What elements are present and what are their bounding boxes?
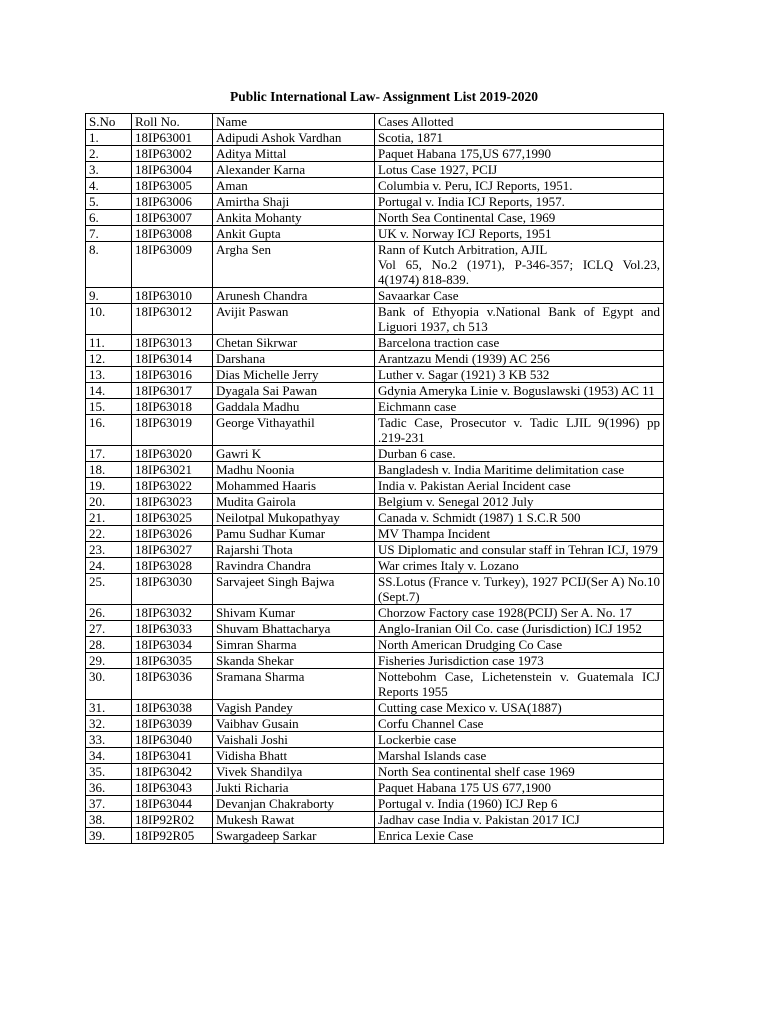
table-row <box>86 605 664 621</box>
table-row <box>86 621 664 637</box>
roll-number-cell: 18IP92R02 <box>132 812 213 828</box>
student-name-cell: Jukti Richaria <box>213 780 375 796</box>
table-row <box>86 226 664 242</box>
student-name-cell: Ankit Gupta <box>213 226 375 242</box>
serial-number-cell: 17. <box>86 446 132 462</box>
table-row <box>86 210 664 226</box>
student-name-cell: Vaishali Joshi <box>213 732 375 748</box>
case-allotted-cell: North Sea Continental Case, 1969 <box>375 210 664 226</box>
serial-number-cell: 19. <box>86 478 132 494</box>
table-row <box>86 383 664 399</box>
student-name-cell: Gaddala Madhu <box>213 399 375 415</box>
student-name-cell: Vaibhav Gusain <box>213 716 375 732</box>
case-allotted-cell: North Sea continental shelf case 1969 <box>375 764 664 780</box>
roll-number-cell: 18IP63026 <box>132 526 213 542</box>
case-allotted-cell: Lotus Case 1927, PCIJ <box>375 162 664 178</box>
serial-number-cell: 28. <box>86 637 132 653</box>
table-row <box>86 399 664 415</box>
roll-number-cell: 18IP63036 <box>132 669 213 700</box>
case-allotted-cell: Canada v. Schmidt (1987) 1 S.C.R 500 <box>375 510 664 526</box>
case-allotted-cell: Tadic Case, Prosecutor v. Tadic LJIL 9(1996) pp .219-231 <box>375 415 664 446</box>
case-allotted-cell: Anglo-Iranian Oil Co. case (Jurisdiction) ICJ 1952 <box>375 621 664 637</box>
case-allotted-cell: Nottebohm Case, Lichetenstein v. Guatemala ICJ Reports 1955 <box>375 669 664 700</box>
student-name-cell: Sramana Sharma <box>213 669 375 700</box>
roll-number-cell: 18IP63012 <box>132 304 213 335</box>
roll-number-cell: 18IP63027 <box>132 542 213 558</box>
roll-number-cell: 18IP63033 <box>132 621 213 637</box>
student-name-cell: Rajarshi Thota <box>213 542 375 558</box>
table-row <box>86 574 664 605</box>
student-name-cell: Neilotpal Mukopathyay <box>213 510 375 526</box>
case-allotted-cell: War crimes Italy v. Lozano <box>375 558 664 574</box>
case-allotted-cell: Portugal v. India ICJ Reports, 1957. <box>375 194 664 210</box>
serial-number-cell: 12. <box>86 351 132 367</box>
student-name-cell: Vivek Shandilya <box>213 764 375 780</box>
student-name-cell: Adipudi Ashok Vardhan <box>213 130 375 146</box>
case-allotted-cell: Jadhav case India v. Pakistan 2017 ICJ <box>375 812 664 828</box>
serial-number-cell: 26. <box>86 605 132 621</box>
student-name-cell: Skanda Shekar <box>213 653 375 669</box>
header-cases-allotted: Cases Allotted <box>375 114 664 130</box>
roll-number-cell: 18IP63009 <box>132 242 213 288</box>
student-name-cell: Amirtha Shaji <box>213 194 375 210</box>
serial-number-cell: 33. <box>86 732 132 748</box>
roll-number-cell: 18IP63004 <box>132 162 213 178</box>
roll-number-cell: 18IP63023 <box>132 494 213 510</box>
serial-number-cell: 8. <box>86 242 132 288</box>
student-name-cell: Dyagala Sai Pawan <box>213 383 375 399</box>
roll-number-cell: 18IP63039 <box>132 716 213 732</box>
student-name-cell: Shuvam Bhattacharya <box>213 621 375 637</box>
table-row <box>86 242 664 288</box>
serial-number-cell: 18. <box>86 462 132 478</box>
table-row <box>86 732 664 748</box>
serial-number-cell: 24. <box>86 558 132 574</box>
roll-number-cell: 18IP63032 <box>132 605 213 621</box>
serial-number-cell: 37. <box>86 796 132 812</box>
case-allotted-cell: SS.Lotus (France v. Turkey), 1927 PCIJ(Ser A) No.10 (Sept.7) <box>375 574 664 605</box>
table-row <box>86 478 664 494</box>
case-allotted-cell: US Diplomatic and consular staff in Tehran ICJ, 1979 <box>375 542 664 558</box>
serial-number-cell: 32. <box>86 716 132 732</box>
serial-number-cell: 22. <box>86 526 132 542</box>
roll-number-cell: 18IP63028 <box>132 558 213 574</box>
table-row <box>86 748 664 764</box>
table-row <box>86 446 664 462</box>
roll-number-cell: 18IP63034 <box>132 637 213 653</box>
serial-number-cell: 14. <box>86 383 132 399</box>
roll-number-cell: 18IP92R05 <box>132 828 213 844</box>
roll-number-cell: 18IP63041 <box>132 748 213 764</box>
header-serial-number: S.No <box>86 114 132 130</box>
case-allotted-cell: Corfu Channel Case <box>375 716 664 732</box>
student-name-cell: Gawri K <box>213 446 375 462</box>
serial-number-cell: 10. <box>86 304 132 335</box>
document-title: Public International Law- Assignment List 2019-2020 <box>230 89 538 104</box>
serial-number-cell: 7. <box>86 226 132 242</box>
roll-number-cell: 18IP63030 <box>132 574 213 605</box>
roll-number-cell: 18IP63020 <box>132 446 213 462</box>
table-row <box>86 415 664 446</box>
table-row <box>86 669 664 700</box>
table-row <box>86 288 664 304</box>
case-allotted-cell: Durban 6 case. <box>375 446 664 462</box>
serial-number-cell: 30. <box>86 669 132 700</box>
serial-number-cell: 39. <box>86 828 132 844</box>
serial-number-cell: 2. <box>86 146 132 162</box>
case-allotted-cell: Paquet Habana 175,US 677,1990 <box>375 146 664 162</box>
serial-number-cell: 23. <box>86 542 132 558</box>
table-row <box>86 558 664 574</box>
roll-number-cell: 18IP63008 <box>132 226 213 242</box>
table-row <box>86 462 664 478</box>
serial-number-cell: 35. <box>86 764 132 780</box>
case-allotted-cell: Lockerbie case <box>375 732 664 748</box>
table-row <box>86 700 664 716</box>
student-name-cell: Madhu Noonia <box>213 462 375 478</box>
table-row <box>86 146 664 162</box>
serial-number-cell: 15. <box>86 399 132 415</box>
student-name-cell: Sarvajeet Singh Bajwa <box>213 574 375 605</box>
roll-number-cell: 18IP63044 <box>132 796 213 812</box>
student-name-cell: Ravindra Chandra <box>213 558 375 574</box>
student-name-cell: George Vithayathil <box>213 415 375 446</box>
case-allotted-cell: Gdynia Ameryka Linie v. Boguslawski (1953) AC 11 <box>375 383 664 399</box>
student-name-cell: Dias Michelle Jerry <box>213 367 375 383</box>
roll-number-cell: 18IP63043 <box>132 780 213 796</box>
serial-number-cell: 27. <box>86 621 132 637</box>
case-allotted-cell: Barcelona traction case <box>375 335 664 351</box>
table-row <box>86 130 664 146</box>
serial-number-cell: 34. <box>86 748 132 764</box>
serial-number-cell: 11. <box>86 335 132 351</box>
roll-number-cell: 18IP63018 <box>132 399 213 415</box>
roll-number-cell: 18IP63035 <box>132 653 213 669</box>
roll-number-cell: 18IP63001 <box>132 130 213 146</box>
table-header-row <box>86 114 664 130</box>
roll-number-cell: 18IP63022 <box>132 478 213 494</box>
table-row <box>86 796 664 812</box>
student-name-cell: Avijit Paswan <box>213 304 375 335</box>
table-body <box>86 130 664 844</box>
serial-number-cell: 20. <box>86 494 132 510</box>
student-name-cell: Darshana <box>213 351 375 367</box>
case-allotted-cell: Eichmann case <box>375 399 664 415</box>
table-row <box>86 780 664 796</box>
roll-number-cell: 18IP63006 <box>132 194 213 210</box>
case-allotted-cell: Columbia v. Peru, ICJ Reports, 1951. <box>375 178 664 194</box>
roll-number-cell: 18IP63021 <box>132 462 213 478</box>
table-row <box>86 764 664 780</box>
case-allotted-cell: Rann of Kutch Arbitration, AJIL Vol 65, No.2 (1971), P-346-357; ICLQ Vol.23, 4(1974) 818-839. <box>375 242 664 288</box>
roll-number-cell: 18IP63007 <box>132 210 213 226</box>
case-allotted-cell: North American Drudging Co Case <box>375 637 664 653</box>
case-allotted-cell: UK v. Norway ICJ Reports, 1951 <box>375 226 664 242</box>
table-row <box>86 653 664 669</box>
table-row <box>86 542 664 558</box>
student-name-cell: Vagish Pandey <box>213 700 375 716</box>
case-allotted-cell: Luther v. Sagar (1921) 3 KB 532 <box>375 367 664 383</box>
student-name-cell: Mukesh Rawat <box>213 812 375 828</box>
serial-number-cell: 25. <box>86 574 132 605</box>
roll-number-cell: 18IP63038 <box>132 700 213 716</box>
student-name-cell: Ankita Mohanty <box>213 210 375 226</box>
serial-number-cell: 4. <box>86 178 132 194</box>
serial-number-cell: 6. <box>86 210 132 226</box>
case-allotted-cell: Scotia, 1871 <box>375 130 664 146</box>
roll-number-cell: 18IP63019 <box>132 415 213 446</box>
table-row <box>86 178 664 194</box>
roll-number-cell: 18IP63010 <box>132 288 213 304</box>
table-row <box>86 812 664 828</box>
case-allotted-cell: Portugal v. India (1960) ICJ Rep 6 <box>375 796 664 812</box>
serial-number-cell: 3. <box>86 162 132 178</box>
student-name-cell: Arunesh Chandra <box>213 288 375 304</box>
case-allotted-cell: Chorzow Factory case 1928(PCIJ) Ser A. No. 17 <box>375 605 664 621</box>
serial-number-cell: 9. <box>86 288 132 304</box>
table-row <box>86 526 664 542</box>
roll-number-cell: 18IP63014 <box>132 351 213 367</box>
case-allotted-cell: India v. Pakistan Aerial Incident case <box>375 478 664 494</box>
student-name-cell: Pamu Sudhar Kumar <box>213 526 375 542</box>
roll-number-cell: 18IP63025 <box>132 510 213 526</box>
serial-number-cell: 16. <box>86 415 132 446</box>
student-name-cell: Devanjan Chakraborty <box>213 796 375 812</box>
table-row <box>86 494 664 510</box>
table-row <box>86 828 664 844</box>
table-row <box>86 637 664 653</box>
serial-number-cell: 29. <box>86 653 132 669</box>
roll-number-cell: 18IP63016 <box>132 367 213 383</box>
header-name: Name <box>213 114 375 130</box>
student-name-cell: Argha Sen <box>213 242 375 288</box>
case-allotted-cell: Cutting case Mexico v. USA(1887) <box>375 700 664 716</box>
case-allotted-cell: MV Thampa Incident <box>375 526 664 542</box>
roll-number-cell: 18IP63013 <box>132 335 213 351</box>
case-allotted-cell: Bank of Ethyopia v.National Bank of Egypt and Liguori 1937, ch 513 <box>375 304 664 335</box>
case-allotted-cell: Marshal Islands case <box>375 748 664 764</box>
header-roll-number: Roll No. <box>132 114 213 130</box>
student-name-cell: Simran Sharma <box>213 637 375 653</box>
student-name-cell: Mudita Gairola <box>213 494 375 510</box>
student-name-cell: Aman <box>213 178 375 194</box>
roll-number-cell: 18IP63040 <box>132 732 213 748</box>
serial-number-cell: 38. <box>86 812 132 828</box>
case-allotted-cell: Savaarkar Case <box>375 288 664 304</box>
serial-number-cell: 1. <box>86 130 132 146</box>
student-name-cell: Shivam Kumar <box>213 605 375 621</box>
case-allotted-cell: Arantzazu Mendi (1939) AC 256 <box>375 351 664 367</box>
table-row <box>86 162 664 178</box>
serial-number-cell: 5. <box>86 194 132 210</box>
serial-number-cell: 31. <box>86 700 132 716</box>
case-allotted-cell: Fisheries Jurisdiction case 1973 <box>375 653 664 669</box>
student-name-cell: Swargadeep Sarkar <box>213 828 375 844</box>
student-name-cell: Aditya Mittal <box>213 146 375 162</box>
student-name-cell: Chetan Sikrwar <box>213 335 375 351</box>
student-name-cell: Vidisha Bhatt <box>213 748 375 764</box>
serial-number-cell: 21. <box>86 510 132 526</box>
table-row <box>86 351 664 367</box>
case-allotted-cell: Bangladesh v. India Maritime delimitation case <box>375 462 664 478</box>
serial-number-cell: 13. <box>86 367 132 383</box>
roll-number-cell: 18IP63017 <box>132 383 213 399</box>
table-row <box>86 510 664 526</box>
serial-number-cell: 36. <box>86 780 132 796</box>
table-row <box>86 716 664 732</box>
assignment-table <box>85 113 664 844</box>
student-name-cell: Mohammed Haaris <box>213 478 375 494</box>
table-row <box>86 304 664 335</box>
table-row <box>86 194 664 210</box>
roll-number-cell: 18IP63002 <box>132 146 213 162</box>
case-allotted-cell: Belgium v. Senegal 2012 July <box>375 494 664 510</box>
table-row <box>86 335 664 351</box>
roll-number-cell: 18IP63042 <box>132 764 213 780</box>
case-allotted-cell: Paquet Habana 175 US 677,1900 <box>375 780 664 796</box>
roll-number-cell: 18IP63005 <box>132 178 213 194</box>
case-allotted-cell: Enrica Lexie Case <box>375 828 664 844</box>
table-row <box>86 367 664 383</box>
student-name-cell: Alexander Karna <box>213 162 375 178</box>
